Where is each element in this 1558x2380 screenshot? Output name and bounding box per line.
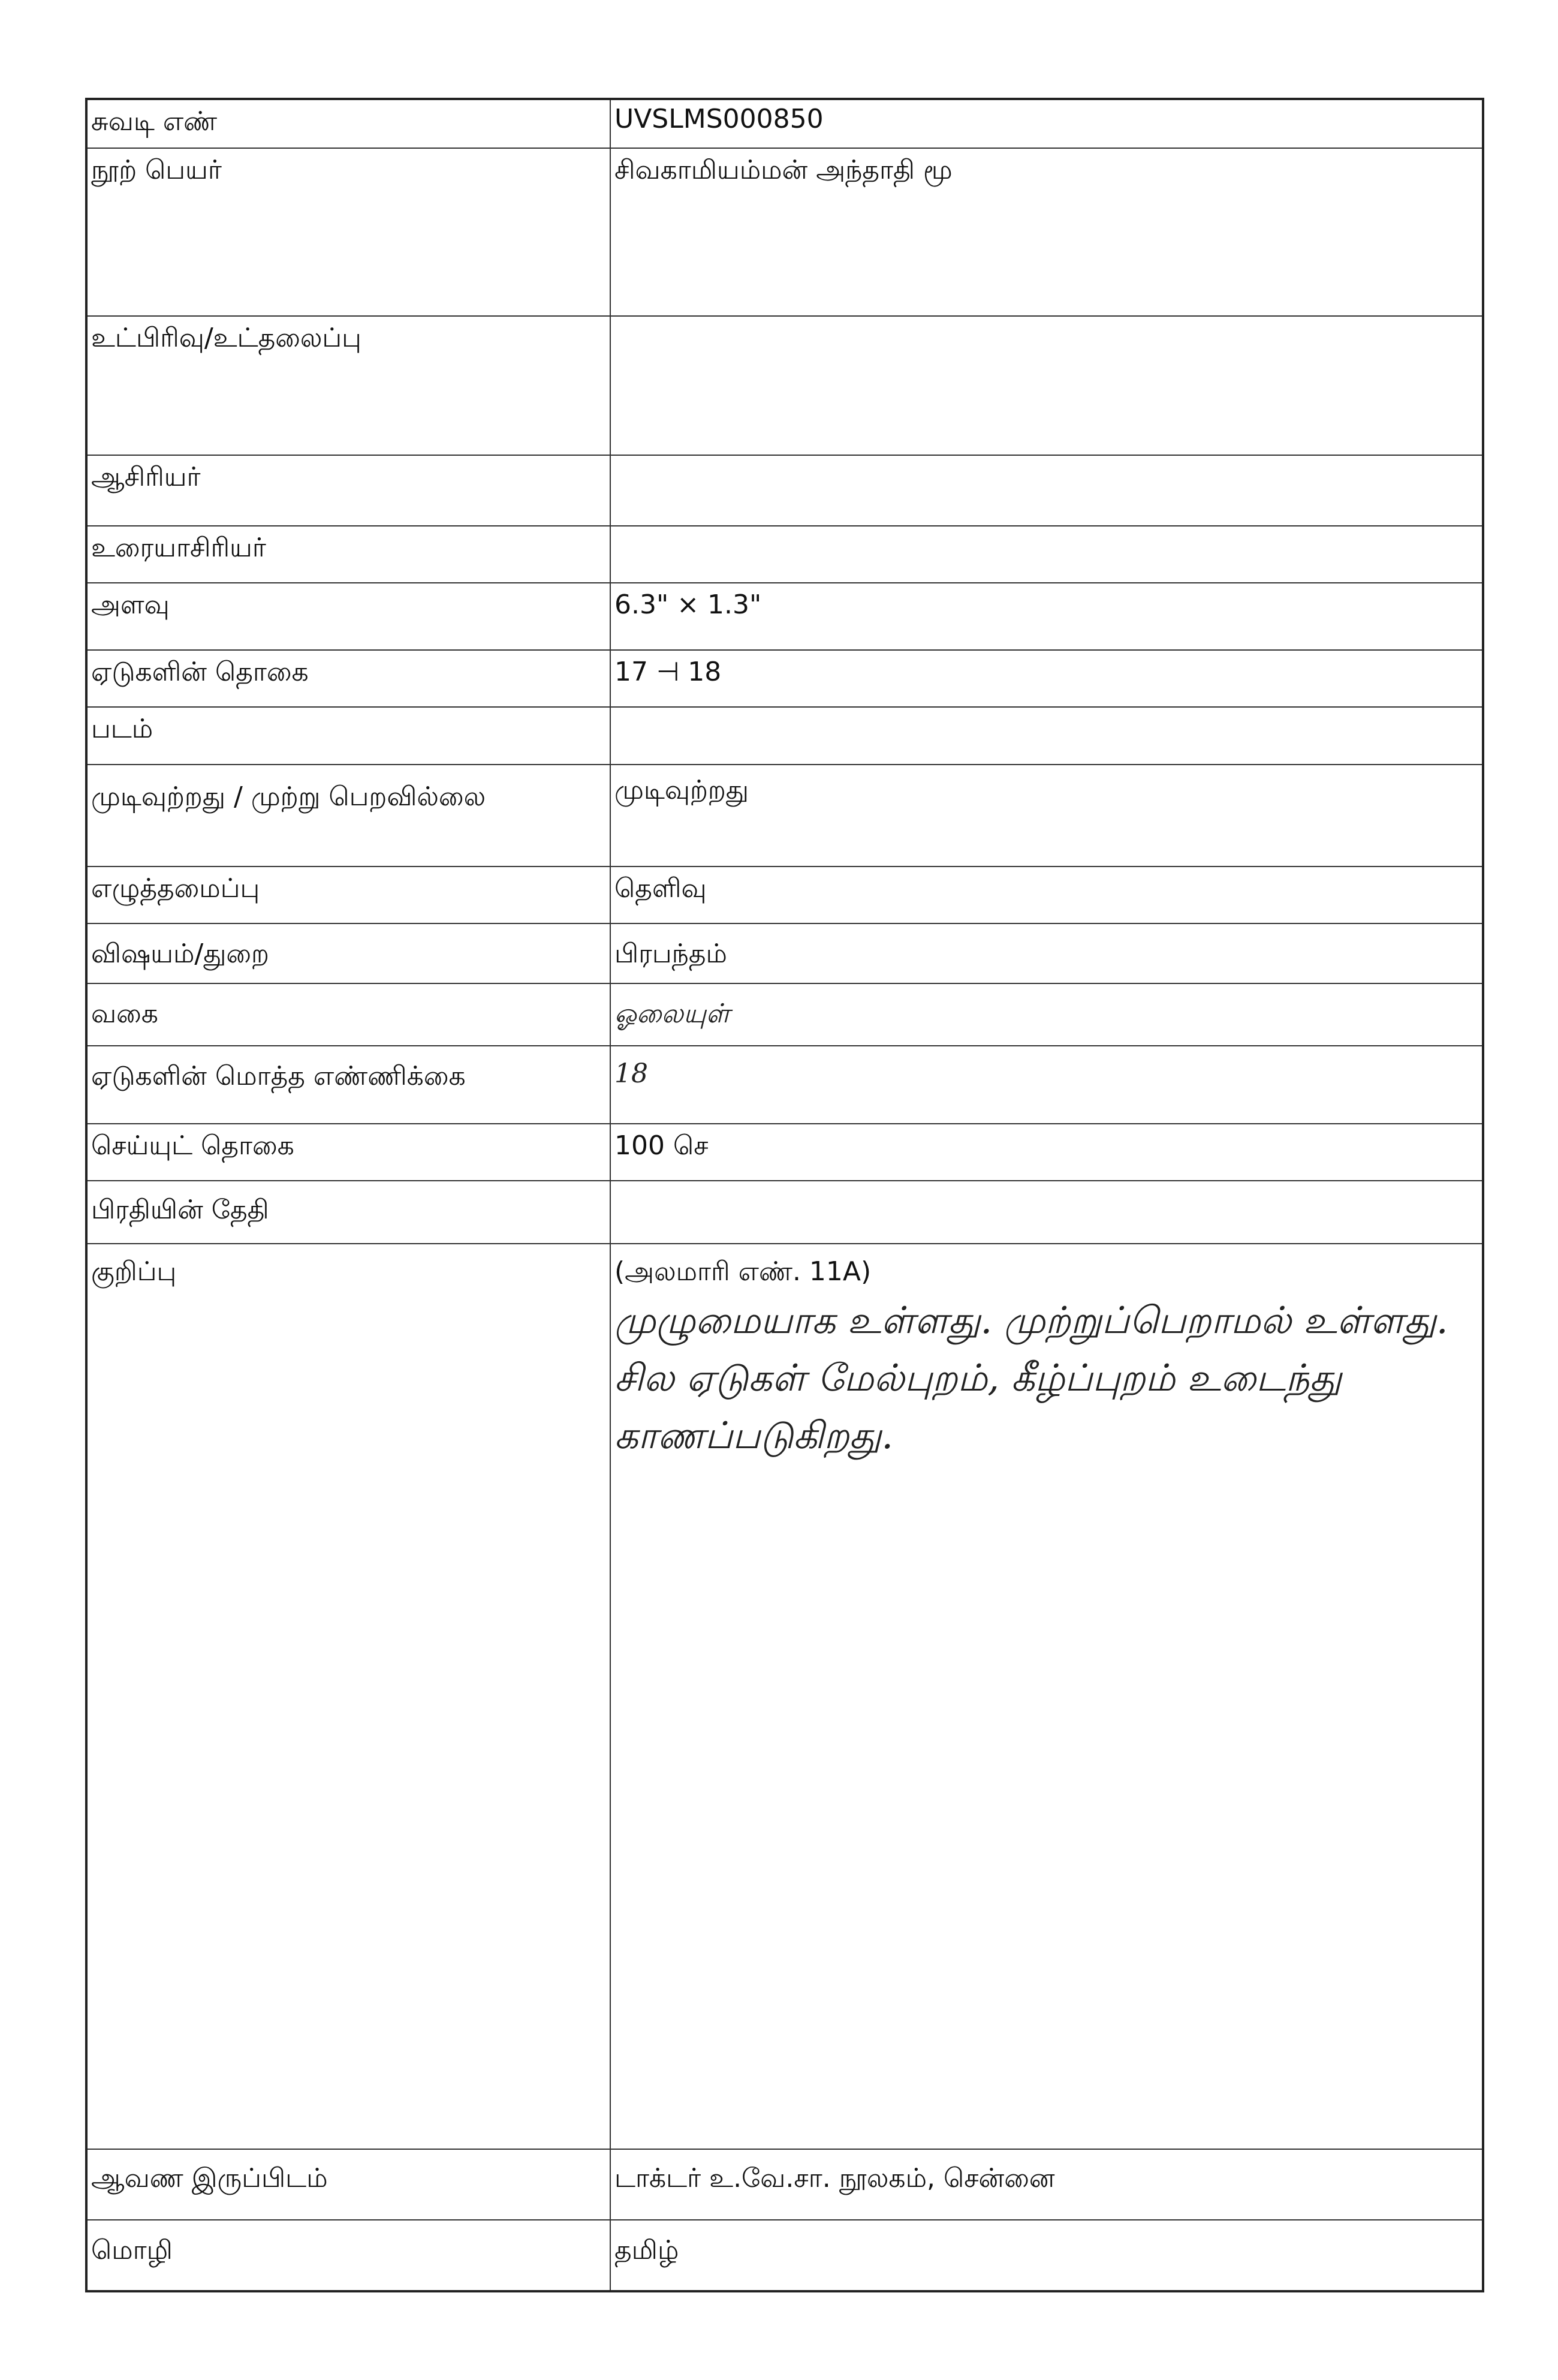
value-manuscript-number: UVSLMS000850 [610,99,1483,148]
value-copy-date [610,1181,1483,1244]
label-subdivision: உட்பிரிவு/உட்தலைப்பு [86,316,610,455]
label-commentator: உரையாசிரியர் [86,526,610,583]
label-type: வகை [86,983,610,1046]
value-completion: முடிவுற்றது [610,765,1483,866]
label-script-quality: எழுத்தமைப்பு [86,866,610,923]
row-type [86,983,1483,1046]
label-copy-date: பிரதியின் தேதி [86,1181,610,1244]
row-total-leaves [86,1046,1483,1124]
label-language: மொழி [86,2220,610,2291]
value-title: சிவகாமியம்மன் அந்தாதி மூ [610,148,1483,316]
row-subdivision [86,316,1483,455]
label-verse-count: செய்யுட் தொகை [86,1124,610,1181]
label-notes: குறிப்பு [86,1244,610,2149]
row-manuscript-number [86,99,1483,148]
value-type-handwritten: ஓலையுள் [610,983,1483,1046]
value-script-quality: தெளிவு [610,866,1483,923]
label-subject: விஷயம்/துறை [86,923,610,983]
row-leaf-count [86,650,1483,707]
value-verse-count: 100 செ [610,1124,1483,1181]
value-commentator [610,526,1483,583]
notes-shelf-number: (அலமாரி எண். 11A) [614,1256,872,1287]
label-manuscript-number: சுவடி எண் [86,99,610,148]
value-subject: பிரபந்தம் [610,923,1483,983]
value-author [610,455,1483,526]
label-author: ஆசிரியர் [86,455,610,526]
row-completion [86,765,1483,866]
value-repository: டாக்டர் உ.வே.சா. நூலகம், சென்னை [610,2149,1483,2220]
row-verse-count [86,1124,1483,1181]
row-size [86,583,1483,650]
label-total-leaves: ஏடுகளின் மொத்த எண்ணிக்கை [86,1046,610,1124]
value-picture [610,707,1483,765]
label-title: நூற் பெயர் [86,148,610,316]
label-completion: முடிவுற்றது / முற்று பெறவில்லை [86,765,610,866]
row-language [86,2220,1483,2291]
value-leaf-count: 17 ⊣ 18 [610,650,1483,707]
label-size: அளவு [86,583,610,650]
label-leaf-count: ஏடுகளின் தொகை [86,650,610,707]
row-picture [86,707,1483,765]
label-picture: படம் [86,707,610,765]
row-author [86,455,1483,526]
value-notes [610,1244,1483,2149]
notes-handwritten-text: முழுமையாக உள்ளது. முற்றுப்பெறாமல் உள்ளது. சில ஏடுகள் மேல்புறம், கீழ்ப்புறம் உடைந்து காணப்படுகிறது. [614,1298,1448,1458]
label-repository: ஆவண இருப்பிடம் [86,2149,610,2220]
value-size: 6.3" × 1.3" [610,583,1483,650]
row-title [86,148,1483,316]
value-total-leaves-handwritten: 18 [610,1046,1483,1124]
row-subject [86,923,1483,983]
value-subdivision [610,316,1483,455]
row-commentator [86,526,1483,583]
row-notes [86,1244,1483,2149]
value-language: தமிழ் [610,2220,1483,2291]
row-repository [86,2149,1483,2220]
manuscript-record-table [85,98,1484,2292]
row-script-quality [86,866,1483,923]
row-copy-date [86,1181,1483,1244]
